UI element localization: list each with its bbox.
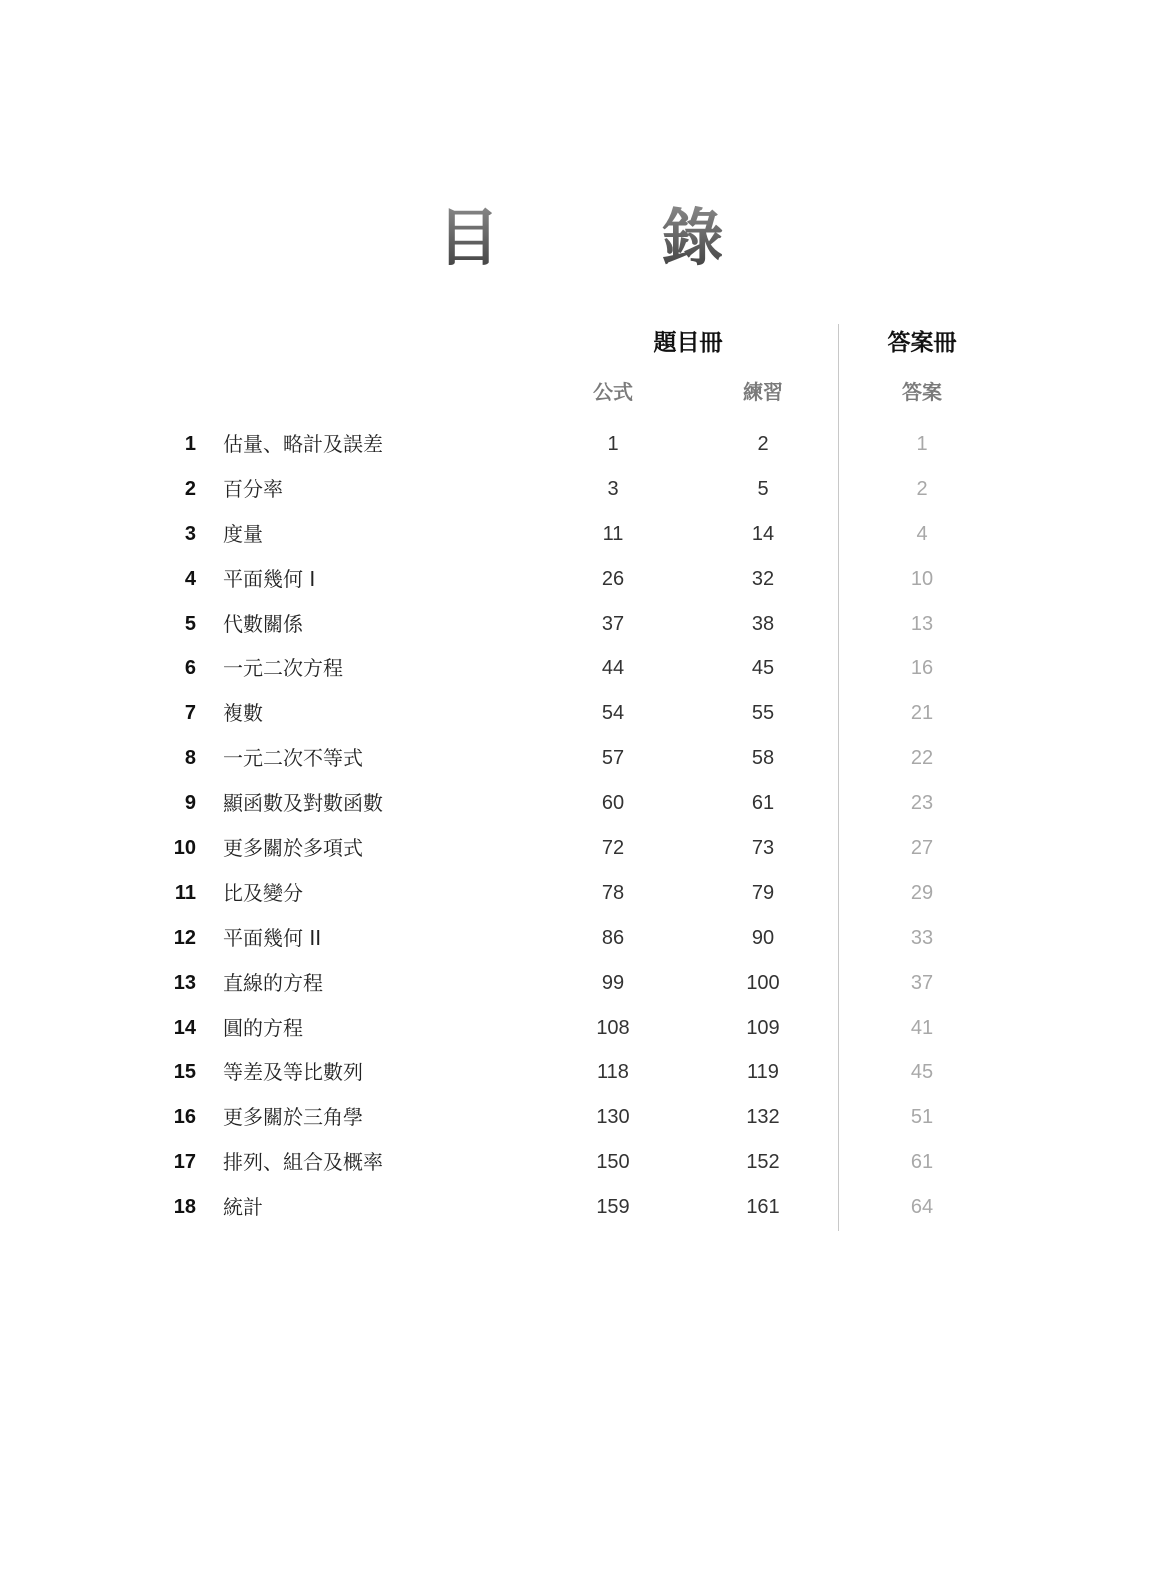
chapter-row bbox=[0, 1140, 1161, 1185]
practice-page: 2 bbox=[757, 433, 769, 455]
formula-page: 37 bbox=[601, 612, 625, 635]
formula-page: 3 bbox=[607, 477, 619, 500]
formula-page: 54 bbox=[601, 702, 625, 725]
chapter-number: 5 bbox=[184, 612, 196, 635]
answer-page: 1 bbox=[916, 433, 928, 455]
answer-page: 16 bbox=[910, 657, 934, 680]
practice-column-header: 練習 bbox=[743, 380, 783, 404]
chapter-number: 4 bbox=[184, 567, 196, 590]
practice-page: 161 bbox=[746, 1196, 780, 1219]
chapter-number: 1 bbox=[184, 433, 196, 455]
practice-page: 45 bbox=[751, 657, 775, 680]
answer-page: 41 bbox=[910, 1016, 934, 1039]
chapter-topic: 平面幾何 I bbox=[223, 566, 316, 591]
formula-page: 118 bbox=[597, 1061, 629, 1084]
chapter-topic: 度量 bbox=[223, 521, 263, 546]
chapter-row bbox=[0, 1095, 1161, 1140]
chapter-number: 3 bbox=[184, 522, 196, 545]
chapter-topic: 更多關於多項式 bbox=[223, 836, 363, 861]
chapter-topic: 圓的方程 bbox=[223, 1015, 303, 1040]
formula-page: 86 bbox=[601, 926, 625, 949]
chapter-topic: 平面幾何 II bbox=[223, 925, 322, 950]
answer-page: 21 bbox=[910, 702, 934, 725]
answer-page: 61 bbox=[910, 1151, 934, 1174]
practice-page: 132 bbox=[746, 1106, 780, 1129]
answer-page: 4 bbox=[916, 522, 928, 545]
chapter-number: 18 bbox=[173, 1196, 196, 1219]
answer-column-header: 答案 bbox=[902, 380, 942, 404]
chapter-number: 7 bbox=[184, 702, 196, 725]
practice-page: 5 bbox=[757, 477, 769, 500]
chapter-row bbox=[0, 1006, 1161, 1051]
chapter-number: 16 bbox=[173, 1106, 196, 1129]
chapter-row bbox=[0, 422, 1161, 467]
practice-page: 55 bbox=[751, 702, 775, 725]
practice-page: 38 bbox=[751, 612, 775, 635]
chapter-number: 8 bbox=[184, 747, 196, 770]
chapter-number: 11 bbox=[174, 881, 196, 904]
chapter-number: 14 bbox=[173, 1016, 196, 1039]
formula-page: 72 bbox=[601, 837, 625, 860]
chapter-number: 2 bbox=[184, 477, 196, 500]
practice-page: 61 bbox=[751, 792, 775, 815]
practice-page: 152 bbox=[746, 1151, 780, 1174]
practice-page: 119 bbox=[747, 1061, 779, 1084]
formula-page: 99 bbox=[601, 971, 625, 994]
chapter-number: 9 bbox=[184, 792, 196, 815]
answer-book-header: 答案冊 bbox=[887, 330, 957, 356]
practice-page: 79 bbox=[751, 881, 775, 904]
answer-page: 23 bbox=[910, 792, 934, 815]
formula-page: 159 bbox=[596, 1196, 630, 1219]
chapter-row bbox=[0, 1185, 1161, 1230]
chapter-row bbox=[0, 467, 1161, 512]
chapter-row bbox=[0, 961, 1161, 1006]
chapter-topic: 等差及等比數列 bbox=[223, 1060, 363, 1085]
chapter-topic: 顯函數及對數函數 bbox=[223, 791, 383, 816]
chapter-number: 6 bbox=[184, 657, 196, 680]
answer-page: 37 bbox=[910, 971, 934, 994]
formula-page: 44 bbox=[601, 657, 625, 680]
chapter-topic: 更多關於三角學 bbox=[223, 1105, 363, 1130]
formula-column-header: 公式 bbox=[593, 380, 633, 404]
chapter-number: 13 bbox=[173, 971, 196, 994]
practice-page: 100 bbox=[746, 971, 780, 994]
chapter-list bbox=[0, 422, 1161, 1230]
chapter-row bbox=[0, 871, 1161, 916]
chapter-number: 17 bbox=[173, 1151, 196, 1174]
chapter-topic: 統計 bbox=[223, 1195, 263, 1220]
chapter-row bbox=[0, 691, 1161, 736]
answer-page: 64 bbox=[910, 1196, 934, 1219]
formula-page: 108 bbox=[596, 1016, 630, 1039]
formula-page: 130 bbox=[596, 1106, 630, 1129]
chapter-row bbox=[0, 781, 1161, 826]
formula-page: 60 bbox=[601, 792, 625, 815]
practice-page: 90 bbox=[751, 926, 775, 949]
formula-page: 26 bbox=[601, 567, 625, 590]
formula-page: 78 bbox=[601, 881, 625, 904]
answer-page: 45 bbox=[910, 1061, 934, 1084]
chapter-row bbox=[0, 826, 1161, 871]
practice-page: 109 bbox=[746, 1016, 780, 1039]
chapter-topic: 複數 bbox=[223, 701, 263, 726]
chapter-topic: 估量、略計及誤差 bbox=[223, 432, 383, 456]
answer-page: 29 bbox=[910, 881, 934, 904]
chapter-topic: 直線的方程 bbox=[223, 970, 323, 995]
chapter-topic: 比及變分 bbox=[223, 880, 303, 905]
answer-page: 51 bbox=[910, 1106, 934, 1129]
chapter-row bbox=[0, 916, 1161, 961]
practice-page: 32 bbox=[751, 567, 775, 590]
chapter-topic: 百分率 bbox=[223, 476, 283, 501]
chapter-number: 15 bbox=[173, 1061, 196, 1084]
practice-page: 73 bbox=[751, 837, 775, 860]
chapter-topic: 排列、組合及概率 bbox=[223, 1150, 383, 1175]
chapter-row bbox=[0, 557, 1161, 602]
chapter-topic: 一元二次不等式 bbox=[223, 746, 363, 771]
practice-page: 14 bbox=[751, 522, 775, 545]
chapter-number: 12 bbox=[173, 926, 196, 949]
answer-page: 2 bbox=[916, 477, 928, 500]
practice-page: 58 bbox=[751, 747, 775, 770]
chapter-number: 10 bbox=[173, 837, 196, 860]
formula-page: 11 bbox=[602, 522, 624, 545]
answer-page: 22 bbox=[910, 747, 934, 770]
chapter-row bbox=[0, 1050, 1161, 1095]
answer-page: 33 bbox=[910, 926, 934, 949]
chapter-row bbox=[0, 512, 1161, 557]
chapter-row bbox=[0, 736, 1161, 781]
answer-page: 27 bbox=[910, 837, 934, 860]
chapter-topic: 代數關係 bbox=[223, 611, 303, 636]
chapter-row bbox=[0, 602, 1161, 647]
answer-page: 10 bbox=[910, 567, 934, 590]
formula-page: 57 bbox=[601, 747, 625, 770]
question-book-header: 題目冊 bbox=[653, 330, 723, 356]
formula-page: 1 bbox=[607, 433, 619, 455]
chapter-topic: 一元二次方程 bbox=[223, 656, 343, 681]
chapter-row bbox=[0, 646, 1161, 691]
page-title: 目 錄 bbox=[0, 188, 1161, 277]
formula-page: 150 bbox=[596, 1151, 630, 1174]
answer-page: 13 bbox=[910, 612, 934, 635]
